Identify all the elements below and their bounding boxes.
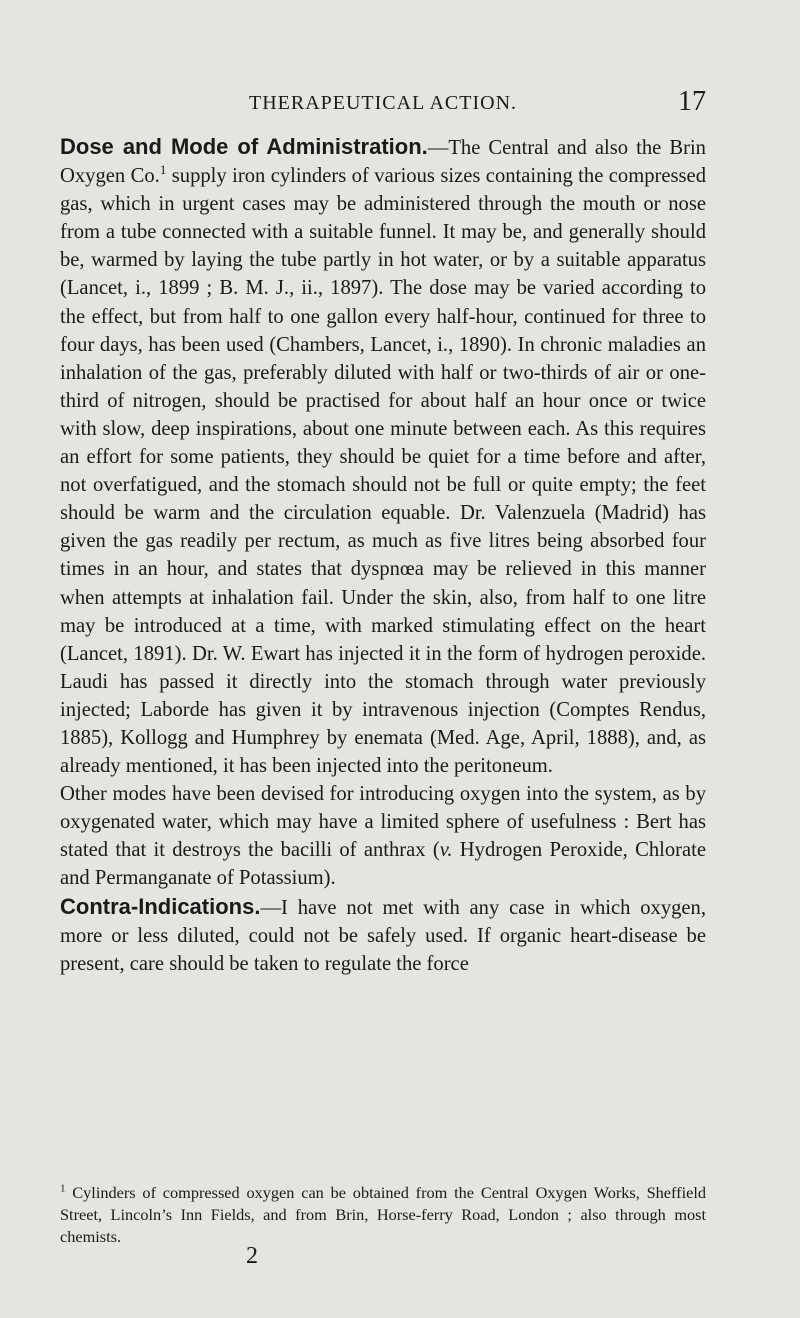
- page-number: 17: [678, 86, 706, 117]
- section-heading-dose: Dose and Mode of Administration.: [60, 134, 428, 159]
- section-heading-contra: Contra-Indications.: [60, 893, 261, 919]
- italic-text: v.: [439, 839, 453, 862]
- paragraph-text: —The Central and also the Brin Oxygen Co.: [60, 137, 706, 188]
- running-head: [60, 86, 706, 118]
- body-text: [60, 133, 706, 978]
- footnote-text: Cylinders of compressed oxygen can be obtained from the Central Oxygen Works, Sheffield Street, Lincoln’s Inn Fields, and from Brin, Horse-ferry Road, London ; also through most chemists.: [60, 1183, 706, 1246]
- paragraph-text: Other modes have been devised for introducing oxygen into the system, as by oxygenated water, which may have a limited sphere of usefulness : Bert has stated that it destroys the bacilli of anthrax (: [60, 783, 706, 862]
- footnote-reference: 1: [159, 162, 167, 178]
- paragraph-dose-and-mode: [60, 133, 706, 780]
- paragraph-contra-indications: [60, 893, 706, 978]
- footnote: [60, 1182, 706, 1248]
- paragraph-text: supply iron cylinders of various sizes containing the compressed gas, which in urgent cases may be administered through the mouth or nose from a tube connected with a suitable funnel. It may be, and generally should be, warmed by laying the tube partly in hot water, or by a suitable apparatus (Lancet, i., 1899 ; B. M. J., ii., 1897). The dose may be varied according to the effect, but from half to one gallon every half-hour, continued for three to four days, has been used (Chambers, Lancet, i., 1890). In chronic maladies an inhalation of the gas, preferably diluted with half or two-thirds of air or one-third of nitrogen, should be practised for about half an hour once or twice with slow, deep inspirations, about one minute between each. As this requires an effort for some patients, they should be quiet for a time before and after, not overfatigued, and the stomach should not be full or quite empty; the feet should be warm and the circulation equable. Dr. Valenzuela (Madrid) has given the gas readily per rectum, as much as five litres being absorbed four times in an hour, and states that dyspnœa may be relieved in this manner when attempts at inhalation fail. Under the skin, also, from half to one litre may be introduced at a time, with marked stimulating effect on the heart (Lancet, 1891). Dr. W. Ewart has injected it in the form of hydrogen peroxide. Laudi has passed it directly into the stomach through water previously injected; Laborde has given it by intravenous injection (Comptes Rendus, 1885), Kollogg and Humphrey by enemata (Med. Age, April, 1888), and, as already mentioned, it has been injected into the peritoneum.: [60, 165, 706, 778]
- paragraph-other-modes: [60, 780, 706, 892]
- footnote-mark: 1: [60, 1182, 66, 1195]
- running-title: THERAPEUTICAL ACTION.: [248, 92, 518, 114]
- paragraph-text: Hydrogen Peroxide, Chlorate and Permanganate of Potassium).: [60, 839, 706, 890]
- signature-mark: 2: [246, 1243, 258, 1269]
- paragraph-text: —I have not met with any case in which oxygen, more or less diluted, could not be safely used. If organic heart-disease be present, care should be taken to regulate the force: [60, 896, 706, 975]
